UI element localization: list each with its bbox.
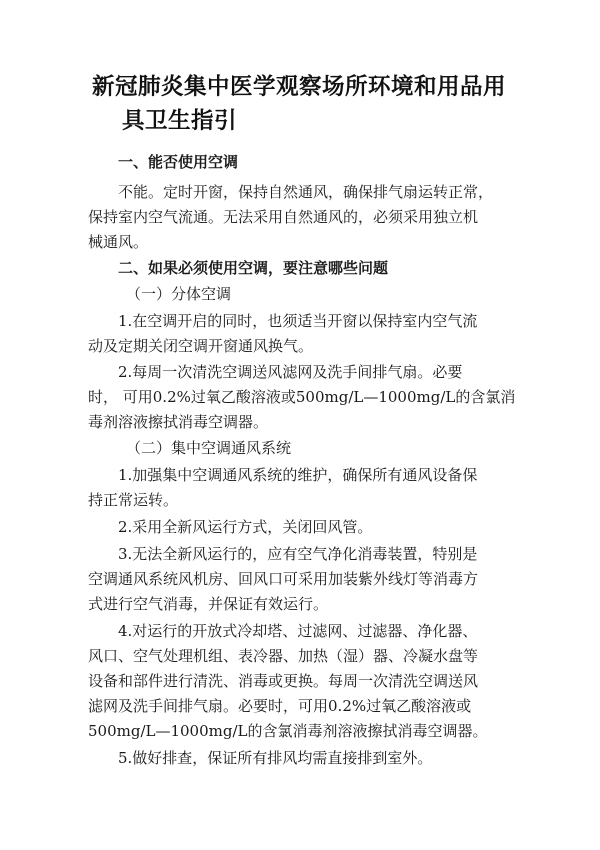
list-item-line: 1.在空调开启的同时，也须适当开窗以保持室内空气流 <box>118 312 478 330</box>
list-item-line: 风口、空气处理机组、表冷器、加热（湿）器、冷凝水盘等 <box>88 647 479 665</box>
paragraph-line: 械通风。 <box>88 233 149 251</box>
list-item-line: 持正常运转。 <box>88 491 179 509</box>
list-item-line: 式进行空气消毒，并保证有效运行。 <box>88 595 329 613</box>
list-item-line: 空调通风系统风机房、回风口可采用加装紫外线灯等消毒方 <box>88 570 479 588</box>
list-item-line: 动及定期关闭空调开窗通风换气。 <box>88 337 314 355</box>
section-heading-1: 一、能否使用空调 <box>118 153 239 171</box>
list-item-line: 设备和部件进行清洗、消毒或更换。每周一次清洗空调送风 <box>88 672 479 690</box>
list-item-line: 2.采用全新风运行方式，关闭回风管。 <box>118 518 373 536</box>
title-line-1: 新冠肺炎集中医学观察场所环境和用品用 <box>92 74 507 100</box>
list-item-line: 500mg/L—1000mg/L的含氯消毒剂溶液擦拭消毒空调器。 <box>88 722 488 740</box>
list-item-line: 时， 可用0.2%过氧乙酸溶液或500mg/L—1000mg/L的含氯消 <box>88 388 516 406</box>
title-line-2: 具卫生指引 <box>122 108 238 134</box>
list-item-line: 1.加强集中空调通风系统的维护，确保所有通风设备保 <box>118 466 478 484</box>
list-item-line: 2.每周一次清洗空调送风滤网及洗手间排气扇。必要 <box>118 363 463 381</box>
list-item-line: 滤网及洗手间排气扇。必要时，可用0.2%过氧乙酸溶液或 <box>88 697 472 715</box>
subsection-heading-2: （二）集中空调通风系统 <box>126 439 292 457</box>
list-item-line: 5.做好排查，保证所有排风均需直接排到室外。 <box>118 749 433 767</box>
paragraph-line: 保持室内空气流通。无法采用自然通风的，必须采用独立机 <box>88 208 479 226</box>
list-item-line: 毒剂溶液擦拭消毒空调器。 <box>88 413 269 431</box>
section-heading-2: 二、如果必须使用空调，要注意哪些问题 <box>118 259 389 277</box>
paragraph-line: 不能。定时开窗，保持自然通风，确保排气扇运转正常， <box>118 183 494 201</box>
subsection-heading-1: （一）分体空调 <box>126 285 232 303</box>
document-title <box>92 70 532 138</box>
list-item-line: 4.对运行的开放式冷却塔、过滤网、过滤器、净化器、 <box>118 622 478 640</box>
list-item-line: 3.无法全新风运行的，应有空气净化消毒装置，特别是 <box>118 545 478 563</box>
